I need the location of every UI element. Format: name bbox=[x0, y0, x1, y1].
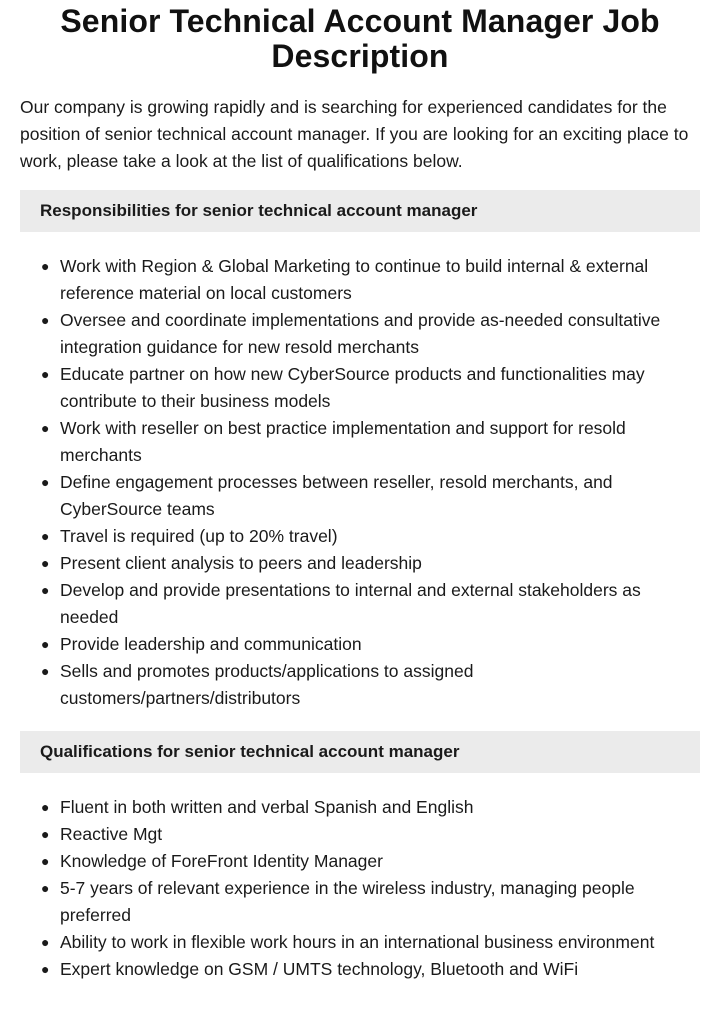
list-item: ● Provide leadership and communication bbox=[60, 631, 700, 658]
bullet-icon: ● bbox=[41, 312, 50, 328]
list-item: ● Fluent in both written and verbal Spanish and English bbox=[60, 794, 700, 821]
list-item: ● Present client analysis to peers and leadership bbox=[60, 550, 700, 577]
qualifications-heading: Qualifications for senior technical account manager bbox=[20, 731, 700, 773]
responsibilities-heading: Responsibilities for senior technical account manager bbox=[20, 190, 700, 232]
list-item: ● Work with reseller on best practice implementation and support for resold merchants bbox=[60, 415, 700, 469]
bullet-icon: ● bbox=[41, 582, 50, 598]
list-item: ● Define engagement processes between reseller, resold merchants, and CyberSource teams bbox=[60, 469, 700, 523]
list-item: ● Ability to work in flexible work hours in an international business environment bbox=[60, 929, 700, 956]
list-item: ● Knowledge of ForeFront Identity Manager bbox=[60, 848, 700, 875]
list-item: ● Oversee and coordinate implementations and provide as-needed consultative integration guidance for new resold merchants bbox=[60, 307, 700, 361]
list-item: ● Travel is required (up to 20% travel) bbox=[60, 523, 700, 550]
bullet-icon: ● bbox=[41, 474, 50, 490]
bullet-icon: ● bbox=[41, 961, 50, 977]
bullet-icon: ● bbox=[41, 663, 50, 679]
bullet-icon: ● bbox=[41, 258, 50, 274]
bullet-icon: ● bbox=[41, 880, 50, 896]
responsibilities-list bbox=[20, 253, 700, 712]
qualifications-list bbox=[20, 794, 700, 983]
bullet-icon: ● bbox=[41, 366, 50, 382]
bullet-icon: ● bbox=[41, 420, 50, 436]
list-item: ● Expert knowledge on GSM / UMTS technology, Bluetooth and WiFi bbox=[60, 956, 700, 983]
page-title: Senior Technical Account Manager Job Description bbox=[60, 3, 660, 74]
list-item: ● Educate partner on how new CyberSource products and functionalities may contribute to their business models bbox=[60, 361, 700, 415]
list-item: ● Develop and provide presentations to internal and external stakeholders as needed bbox=[60, 577, 700, 631]
list-item: ● 5-7 years of relevant experience in the wireless industry, managing people preferred bbox=[60, 875, 700, 929]
list-item: ● Reactive Mgt bbox=[60, 821, 700, 848]
list-item: ● Sells and promotes products/applications to assigned customers/partners/distributors bbox=[60, 658, 700, 712]
bullet-icon: ● bbox=[41, 799, 50, 815]
bullet-icon: ● bbox=[41, 934, 50, 950]
intro-paragraph: Our company is growing rapidly and is searching for experienced candidates for the position of senior technical account manager. If you are looking for an exciting place to work, please take a look at the list of qualifications below. bbox=[20, 97, 689, 171]
list-item: ● Work with Region & Global Marketing to continue to build internal & external reference material on local customers bbox=[60, 253, 700, 307]
bullet-icon: ● bbox=[41, 636, 50, 652]
bullet-icon: ● bbox=[41, 555, 50, 571]
bullet-icon: ● bbox=[41, 528, 50, 544]
bullet-icon: ● bbox=[41, 853, 50, 869]
bullet-icon: ● bbox=[41, 826, 50, 842]
